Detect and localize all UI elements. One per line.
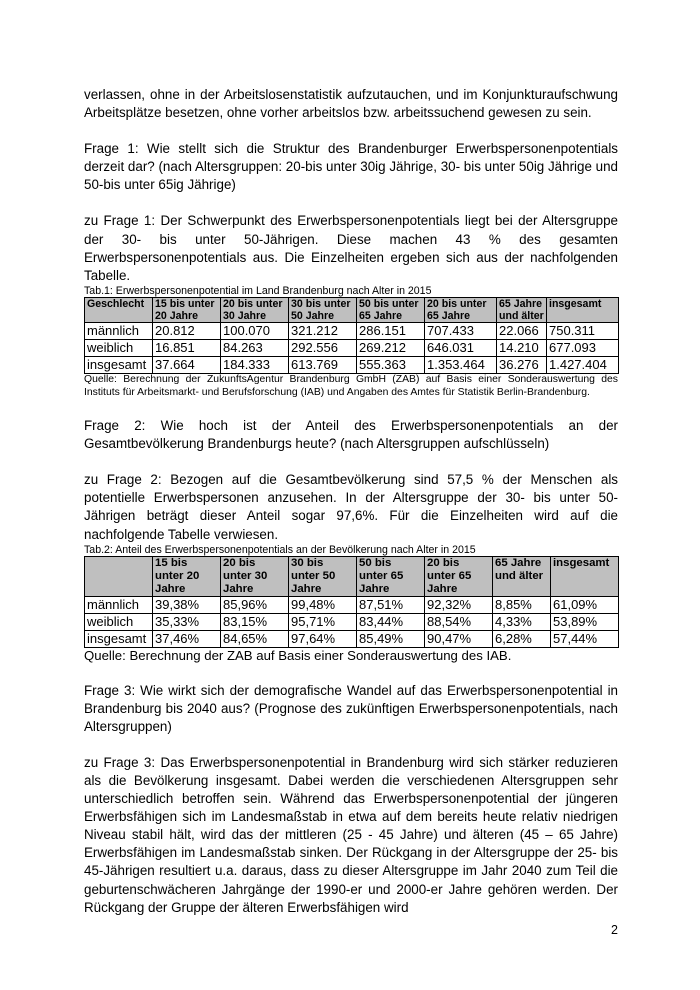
table-cell: 1.353.464 xyxy=(425,357,497,374)
table2-header xyxy=(85,556,153,596)
table-cell: 37,46% xyxy=(153,630,221,647)
table-cell: 99,48% xyxy=(289,596,357,613)
table-row xyxy=(85,613,619,630)
table-cell: 36.276 xyxy=(497,357,547,374)
table-cell: 321.212 xyxy=(289,323,357,340)
table1-header: insgesamt xyxy=(547,297,619,322)
table-cell: 6,28% xyxy=(493,630,551,647)
table1-header: 30 bis unter 50 Jahre xyxy=(289,297,357,322)
table-cell: 16.851 xyxy=(153,340,221,357)
table-cell: 35,33% xyxy=(153,613,221,630)
table2-header: 20 bis unter 65 Jahre xyxy=(425,556,493,596)
table-cell: 707.433 xyxy=(425,323,497,340)
table-cell: 85,49% xyxy=(357,630,425,647)
table1-header: 20 bis unter 65 Jahre xyxy=(425,297,497,322)
table-cell: 57,44% xyxy=(551,630,619,647)
table1-header-row xyxy=(85,297,619,322)
table-cell: 97,64% xyxy=(289,630,357,647)
table2-source: Quelle: Berechnung der ZAB auf Basis einer Sonderauswertung des IAB. xyxy=(84,647,512,663)
table-cell: 39,38% xyxy=(153,596,221,613)
table-cell: männlich xyxy=(85,323,153,340)
table-cell: männlich xyxy=(85,596,153,613)
question-3: Frage 3: Wie wirkt sich der demografische Wandel auf das Erwerbspersonenpotential in Brandenburg bis 2040 aus? (Prognose des zukünftigen Erwerbspersonenpotentials, nach Altersgruppen) xyxy=(84,682,618,734)
answer-2: zu Frage 2: Bezogen auf die Gesamtbevölkerung sind 57,5 % der Menschen als potentielle Erwerbspersonen anzusehen. In der Altersgruppe der 30- bis unter 50-Jährigen beträgt dieser Anteil sogar 97,6%. Für die Einzelheiten wird auf die nachfolgende Tabelle verwiesen. xyxy=(84,472,618,542)
table-cell: 677.093 xyxy=(547,340,619,357)
page-number: 2 xyxy=(611,923,618,937)
table1-caption: Tab.1: Erwerbspersonenpotential im Land Brandenburg nach Alter in 2015 xyxy=(84,284,432,297)
table-cell: 286.151 xyxy=(357,323,425,340)
table-cell: 613.769 xyxy=(289,357,357,374)
table-row xyxy=(85,596,619,613)
table-row xyxy=(85,340,619,357)
table-cell: 646.031 xyxy=(425,340,497,357)
table-cell: 8,85% xyxy=(493,596,551,613)
table-cell: 61,09% xyxy=(551,596,619,613)
table2-header: 65 Jahre und älter xyxy=(493,556,551,596)
table1 xyxy=(84,297,619,374)
table2-header: 15 bis unter 20 Jahre xyxy=(153,556,221,596)
table-cell: 555.363 xyxy=(357,357,425,374)
table-row xyxy=(85,357,619,374)
table-cell: 750.311 xyxy=(547,323,619,340)
table-cell: 4,33% xyxy=(493,613,551,630)
table-cell: 14.210 xyxy=(497,340,547,357)
table2-caption: Tab.2: Anteil des Erwerbspersonenpotentials an der Bevölkerung nach Alter in 2015 xyxy=(84,543,476,556)
table-cell: 53,89% xyxy=(551,613,619,630)
paragraph-intro: verlassen, ohne in der Arbeitslosenstatistik aufzutauchen, und im Konjunkturaufschwung Arbeitsplätze besetzen, ohne vorher arbeitslos bzw. arbeitssuchend gewesen zu sein. xyxy=(84,87,618,121)
table-cell: 1.427.404 xyxy=(547,357,619,374)
table-cell: 84.263 xyxy=(221,340,289,357)
table-row xyxy=(85,323,619,340)
table-cell: weiblich xyxy=(85,340,153,357)
table-cell: 92,32% xyxy=(425,596,493,613)
table1-header: 50 bis unter 65 Jahre xyxy=(357,297,425,322)
table1-header: Geschlecht xyxy=(85,297,153,322)
question-2: Frage 2: Wie hoch ist der Anteil des Erwerbspersonenpotentials an der Gesamtbevölkerung Brandenburgs heute? (nach Altersgruppen aufschlüsseln) xyxy=(84,418,618,452)
table2 xyxy=(84,556,619,648)
table1-source: Quelle: Berechnung der ZukunftsAgentur Brandenburg GmbH (ZAB) auf Basis einer Sonderauswertung des Instituts für Arbeitsmarkt- und Berufsforschung (IAB) und Angaben des Amtes für Statistik Berlin-Brandenburg. xyxy=(84,374,618,398)
table-cell: 184.333 xyxy=(221,357,289,374)
table-cell: 269.212 xyxy=(357,340,425,357)
table-cell: 83,15% xyxy=(221,613,289,630)
answer-1: zu Frage 1: Der Schwerpunkt des Erwerbspersonenpotentials liegt bei der Altersgruppe der 30- bis unter 50-Jährigen. Diese machen 43 % des gesamten Erwerbspersonenpotentials aus. Die Einzelheiten ergeben sich aus der nachfolgenden Tabelle. xyxy=(84,213,618,283)
table2-header: 50 bis unter 65 Jahre xyxy=(357,556,425,596)
table1-header: 65 Jahre und älter xyxy=(497,297,547,322)
table2-header: 30 bis unter 50 Jahre xyxy=(289,556,357,596)
table1-header: 20 bis unter 30 Jahre xyxy=(221,297,289,322)
table-cell: 85,96% xyxy=(221,596,289,613)
table-cell: 100.070 xyxy=(221,323,289,340)
table2-header-row xyxy=(85,556,619,596)
table-cell: 20.812 xyxy=(153,323,221,340)
table-cell: insgesamt xyxy=(85,630,153,647)
table-cell: 84,65% xyxy=(221,630,289,647)
table-cell: insgesamt xyxy=(85,357,153,374)
table-cell: weiblich xyxy=(85,613,153,630)
question-1: Frage 1: Wie stellt sich die Struktur des Brandenburger Erwerbspersonenpotentials derzeit dar? (nach Altersgruppen: 20-bis unter 30ig Jährige, 30- bis unter 50ig Jährige und 50-bis unter 65ig Jährige) xyxy=(84,141,618,193)
table-cell: 87,51% xyxy=(357,596,425,613)
table-cell: 83,44% xyxy=(357,613,425,630)
table-cell: 37.664 xyxy=(153,357,221,374)
answer-3: zu Frage 3: Das Erwerbspersonenpotential in Brandenburg wird sich stärker reduzieren als die Bevölkerung insgesamt. Dabei werden die verschiedenen Altersgruppen sehr unterschiedlich betroffen sein. Während das Erwerbspersonenpotential der jüngeren Erwerbsfähigen sich im Landesmaßstab in etwa auf dem bereits heute relativ niedrigen Niveau stabil hält, wird das der mittleren (25 - 45 Jahre) und älteren (45 – 65 Jahre) Erwerbsfähigen im Landesmaßstab sinken. Der Rückgang in der Altersgruppe der 25- bis 45-Jährigen resultiert u.a. daraus, dass zu dieser Altersgruppe im Jahr 2040 zum Teil die geburtenschwächeren Jahrgänge der 1990-er und 2000-er Jahre gehören werden. Der Rückgang der Gruppe der älteren Erwerbsfähigen wird xyxy=(84,754,618,915)
table-row xyxy=(85,630,619,647)
table-cell: 292.556 xyxy=(289,340,357,357)
table2-header: insgesamt xyxy=(551,556,619,596)
table-cell: 95,71% xyxy=(289,613,357,630)
table-cell: 90,47% xyxy=(425,630,493,647)
table-cell: 88,54% xyxy=(425,613,493,630)
table-cell: 22.066 xyxy=(497,323,547,340)
document-page xyxy=(84,86,618,917)
table1-header: 15 bis unter 20 Jahre xyxy=(153,297,221,322)
table2-header: 20 bis unter 30 Jahre xyxy=(221,556,289,596)
